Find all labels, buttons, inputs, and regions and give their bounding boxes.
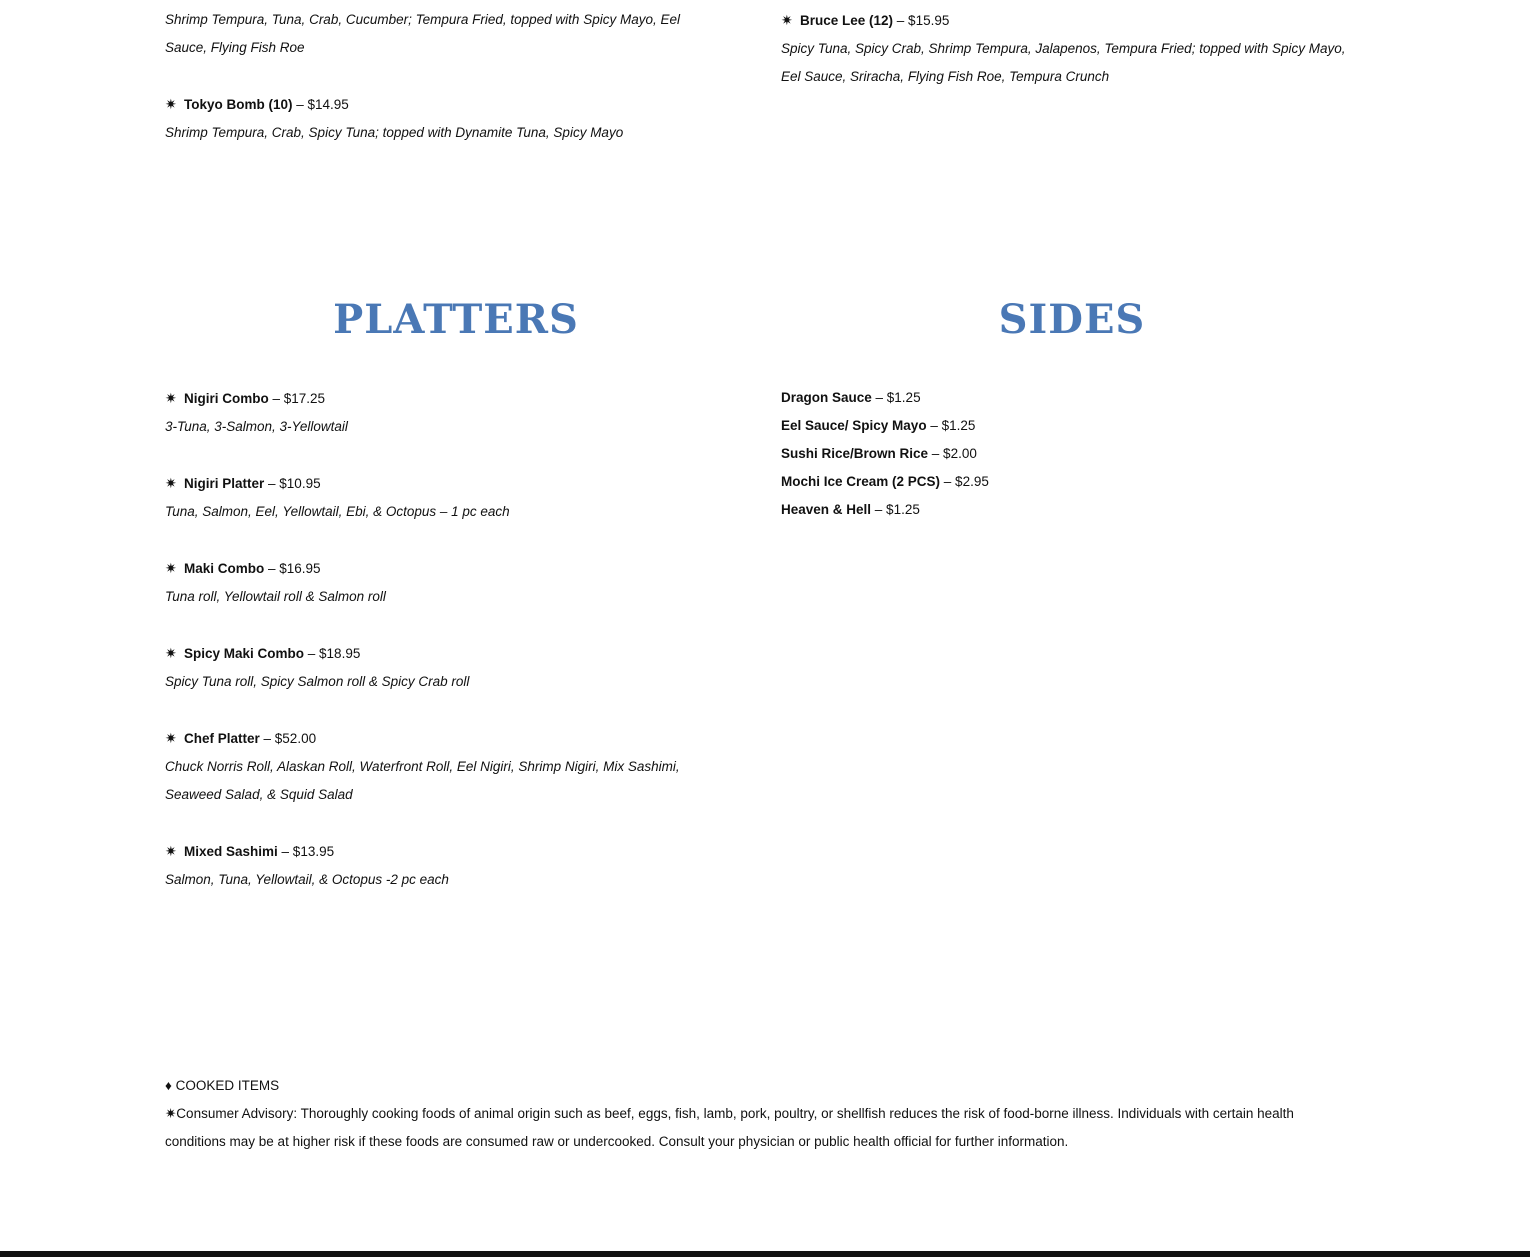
menu-item-description: Shrimp Tempura, Crab, Spicy Tuna; topped with Dynamite Tuna, Spicy Mayo <box>165 125 624 140</box>
side-item-name: Heaven & Hell <box>781 502 872 517</box>
star-icon: ✷ <box>165 390 177 406</box>
menu-item-name: Spicy Maki Combo <box>184 646 305 661</box>
menu-item <box>165 639 725 668</box>
menu-item-name: Tokyo Bomb (10) <box>184 97 293 112</box>
menu-item-price: – $16.95 <box>264 561 321 576</box>
footer-notes <box>165 1072 1350 1156</box>
menu-item-price: – $18.95 <box>304 646 361 661</box>
platters-heading: PLATTERS <box>333 296 579 343</box>
side-item <box>781 468 1346 496</box>
menu-item-description: Shrimp Tempura, Tuna, Crab, Cucumber; Tempura Fried, topped with Spicy Mayo, Eel <box>165 12 680 27</box>
menu-item-price: – $10.95 <box>264 476 321 491</box>
menu-item <box>165 469 725 498</box>
menu-item-price: – $52.00 <box>259 731 317 746</box>
menu-item-price: – $13.95 <box>277 844 335 859</box>
star-icon: ✷ <box>165 843 177 859</box>
menu-item-price: – $14.95 <box>292 97 349 112</box>
rolls-left-column <box>165 6 725 147</box>
menu-item-name: Chef Platter <box>184 731 260 746</box>
side-item <box>781 384 1346 412</box>
side-item <box>781 496 1346 524</box>
platters-list <box>165 384 725 894</box>
menu-item-price: – $15.95 <box>893 13 950 28</box>
bottom-bar <box>0 1251 1530 1257</box>
side-item-price: – $2.00 <box>928 446 977 461</box>
side-item-name: Eel Sauce/ Spicy Mayo <box>781 418 927 433</box>
menu-item <box>165 554 725 583</box>
menu-item <box>165 90 725 119</box>
rolls-right-column <box>781 6 1346 91</box>
menu-item <box>165 837 725 866</box>
menu-item-name: Nigiri Platter <box>184 476 265 491</box>
menu-item-description: Spicy Tuna roll, Spicy Salmon roll & Spicy Crab roll <box>165 674 470 689</box>
menu-item-name: Maki Combo <box>184 561 265 576</box>
menu-item-name: Nigiri Combo <box>184 391 269 406</box>
menu-item-description: Tuna, Salmon, Eel, Yellowtail, Ebi, & Octopus – 1 pc each <box>165 504 510 519</box>
menu-item-price: – $17.25 <box>268 391 326 406</box>
menu-item <box>165 384 725 413</box>
menu-item-description: Sauce, Flying Fish Roe <box>165 40 305 55</box>
star-icon: ✷ <box>165 475 177 491</box>
sides-list <box>781 384 1346 524</box>
menu-item-description: 3-Tuna, 3-Salmon, 3-Yellowtail <box>165 419 348 434</box>
side-item-price: – $2.95 <box>940 474 989 489</box>
side-item-price: – $1.25 <box>926 418 976 433</box>
menu-item-description: Tuna roll, Yellowtail roll & Salmon roll <box>165 589 386 604</box>
menu-item-name: Bruce Lee (12) <box>800 13 894 28</box>
cooked-items-note: ♦ COOKED ITEMS <box>165 1078 280 1093</box>
menu-item-description: Salmon, Tuna, Yellowtail, & Octopus -2 pc each <box>165 872 449 887</box>
menu-item <box>781 6 1346 35</box>
side-item-price: – $1.25 <box>871 502 920 517</box>
star-icon: ✷ <box>165 645 177 661</box>
menu-item-description: Chuck Norris Roll, Alaskan Roll, Waterfront Roll, Eel Nigiri, Shrimp Nigiri, Mix Sashimi, Seaweed Salad, & Squid Salad <box>165 759 680 802</box>
star-icon: ✷ <box>781 12 793 28</box>
sides-heading: SIDES <box>998 296 1146 343</box>
side-item-price: – $1.25 <box>871 390 921 405</box>
star-icon: ✷ <box>165 560 177 576</box>
consumer-advisory: ✷Consumer Advisory: Thoroughly cooking foods of animal origin such as beef, eggs, fish, lamb, pork, poultry, or shellfish reduces the risk of food-borne illness. Individuals with certain health conditions may be at higher risk if these foods are consumed raw or undercooked. Consult your physician or public health official for further information. <box>165 1106 1294 1149</box>
side-item-name: Sushi Rice/Brown Rice <box>781 446 929 461</box>
side-item-name: Dragon Sauce <box>781 390 872 405</box>
star-icon: ✷ <box>165 96 177 112</box>
menu-item <box>165 724 725 753</box>
side-item <box>781 412 1346 440</box>
side-item-name: Mochi Ice Cream (2 PCS) <box>781 474 941 489</box>
menu-item-name: Mixed Sashimi <box>184 844 278 859</box>
side-item <box>781 440 1346 468</box>
star-icon: ✷ <box>165 730 177 746</box>
menu-item-description: Spicy Tuna, Spicy Crab, Shrimp Tempura, Jalapenos, Tempura Fried; topped with Spicy Mayo, Eel Sauce, Sriracha, Flying Fish Roe, Tempura Crunch <box>781 41 1346 84</box>
